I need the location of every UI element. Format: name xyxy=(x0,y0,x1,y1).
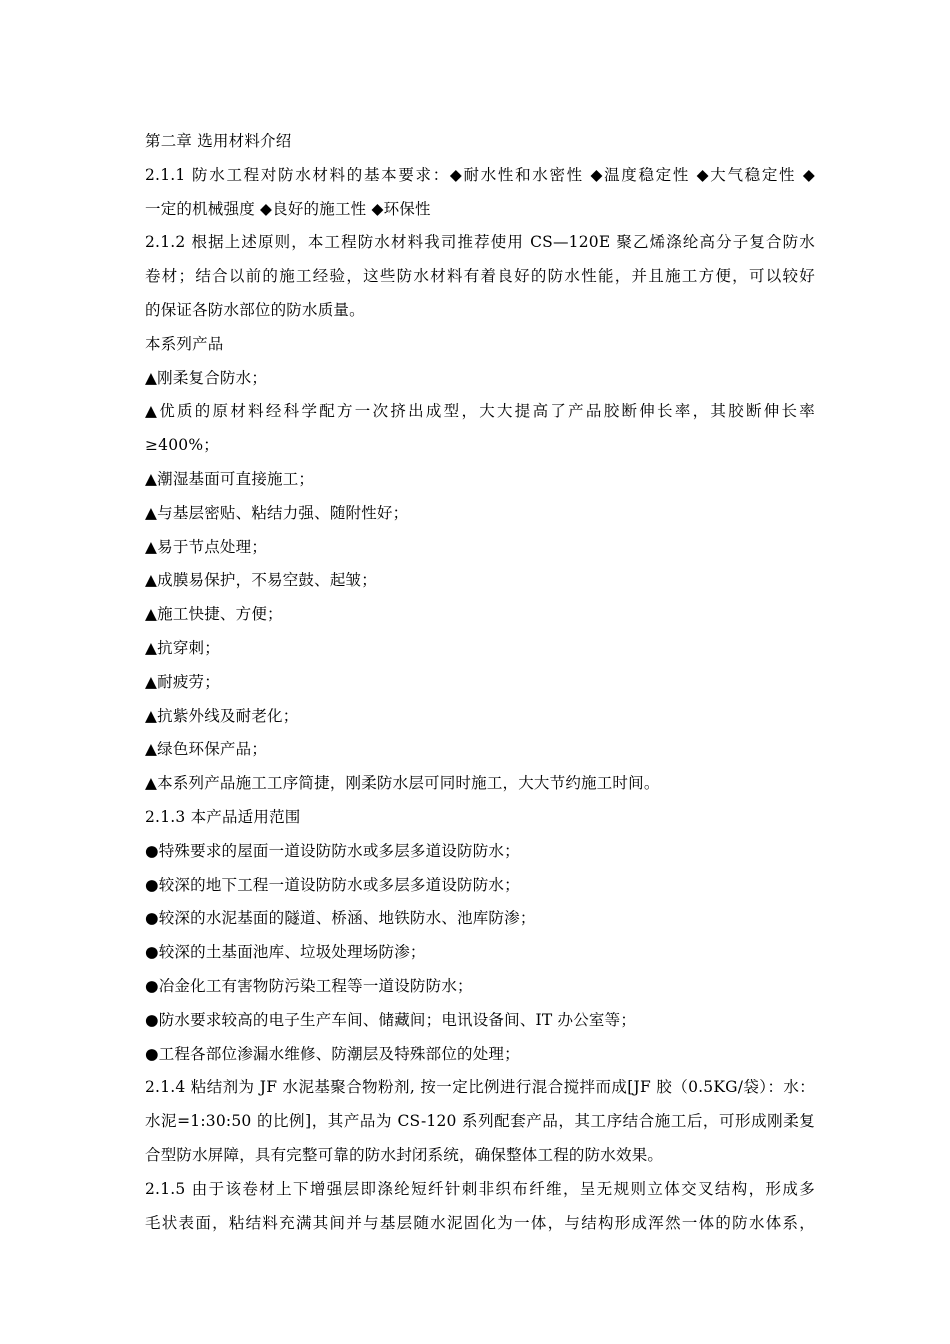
list-item: ▲绿色环保产品； xyxy=(145,740,268,759)
list-item: ▲成膜易保护，不易空鼓、起皱； xyxy=(145,571,377,590)
paragraph-line: 2.1.2 根据上述原则，本工程防水材料我司推荐使用 CS—120E 聚乙烯涤纶高分子复合防水 xyxy=(145,233,815,252)
list-item: ▲潮湿基面可直接施工； xyxy=(145,469,315,488)
list-item: ●防水要求较高的电子生产车间、储藏间；电讯设备间、IT 办公室等； xyxy=(145,1010,637,1029)
list-item: ●工程各部位渗漏水维修、防潮层及特殊部位的处理； xyxy=(145,1044,520,1063)
list-item: ▲刚柔复合防水； xyxy=(145,368,268,387)
paragraph-line: 一定的机械强度 ◆良好的施工性 ◆环保性 xyxy=(145,199,431,218)
list-item: ▲抗紫外线及耐老化； xyxy=(145,706,299,725)
list-item: ●较深的土基面池库、垃圾处理场防渗； xyxy=(145,943,426,962)
paragraph-line: 水泥=1:30:50 的比例]，其产品为 CS-120 系列配套产品，其工序结合施工后，可形成刚柔复 xyxy=(145,1112,815,1131)
list-item: ▲本系列产品施工工序简捷，刚柔防水层可同时施工，大大节约施工时间。 xyxy=(145,774,660,793)
list-item: ▲易于节点处理； xyxy=(145,537,268,556)
list-item: ▲与基层密贴、粘结力强、随附性好； xyxy=(145,503,409,522)
paragraph-line: 合型防水屏障，具有完整可靠的防水封闭系统，确保整体工程的防水效果。 xyxy=(145,1145,664,1164)
paragraph-line: 毛状表面，粘结料充满其间并与基层随水泥固化为一体，与结构形成浑然一体的防水体系， xyxy=(145,1213,815,1232)
section-heading: 2.1.3 本产品适用范围 xyxy=(145,807,301,826)
list-item: ▲抗穿刺； xyxy=(145,638,220,657)
document-body xyxy=(145,125,815,1240)
list-item: ▲耐疲劳； xyxy=(145,672,220,691)
list-item: ▲优质的原材料经科学配方一次挤出成型，大大提高了产品胶断伸长率，其胶断伸长率 xyxy=(145,402,815,421)
paragraph-line: 的保证各防水部位的防水质量。 xyxy=(145,300,365,319)
paragraph-line: 2.1.1 防水工程对防水材料的基本要求：◆耐水性和水密性 ◆温度稳定性 ◆大气稳定性 ◆ xyxy=(145,165,815,184)
list-item: ●特殊要求的屋面一道设防防水或多层多道设防防水； xyxy=(145,841,520,860)
paragraph-line: 2.1.5 由于该卷材上下增强层即涤纶短纤针刺非织布纤维，呈无规则立体交叉结构，形成多 xyxy=(145,1179,815,1198)
list-item: ●冶金化工有害物防污染工程等一道设防防水； xyxy=(145,976,473,995)
chapter-title: 第二章 选用材料介绍 xyxy=(145,132,292,150)
paragraph-line: 2.1.4 粘结剂为 JF 水泥基聚合物粉剂, 按一定比例进行混合搅拌而成[JF 胶（0.5KG/袋）：水： xyxy=(145,1078,815,1097)
list-item-continuation: ≥400%； xyxy=(145,436,220,455)
list-item: ●较深的地下工程一道设防防水或多层多道设防防水； xyxy=(145,875,520,894)
section-heading: 本系列产品 xyxy=(145,334,224,353)
list-item: ▲施工快捷、方便； xyxy=(145,605,283,624)
list-item: ●较深的水泥基面的隧道、桥涵、地铁防水、池库防渗； xyxy=(145,909,536,928)
paragraph-line: 卷材；结合以前的施工经验，这些防水材料有着良好的防水性能，并且施工方便，可以较好 xyxy=(145,267,815,286)
